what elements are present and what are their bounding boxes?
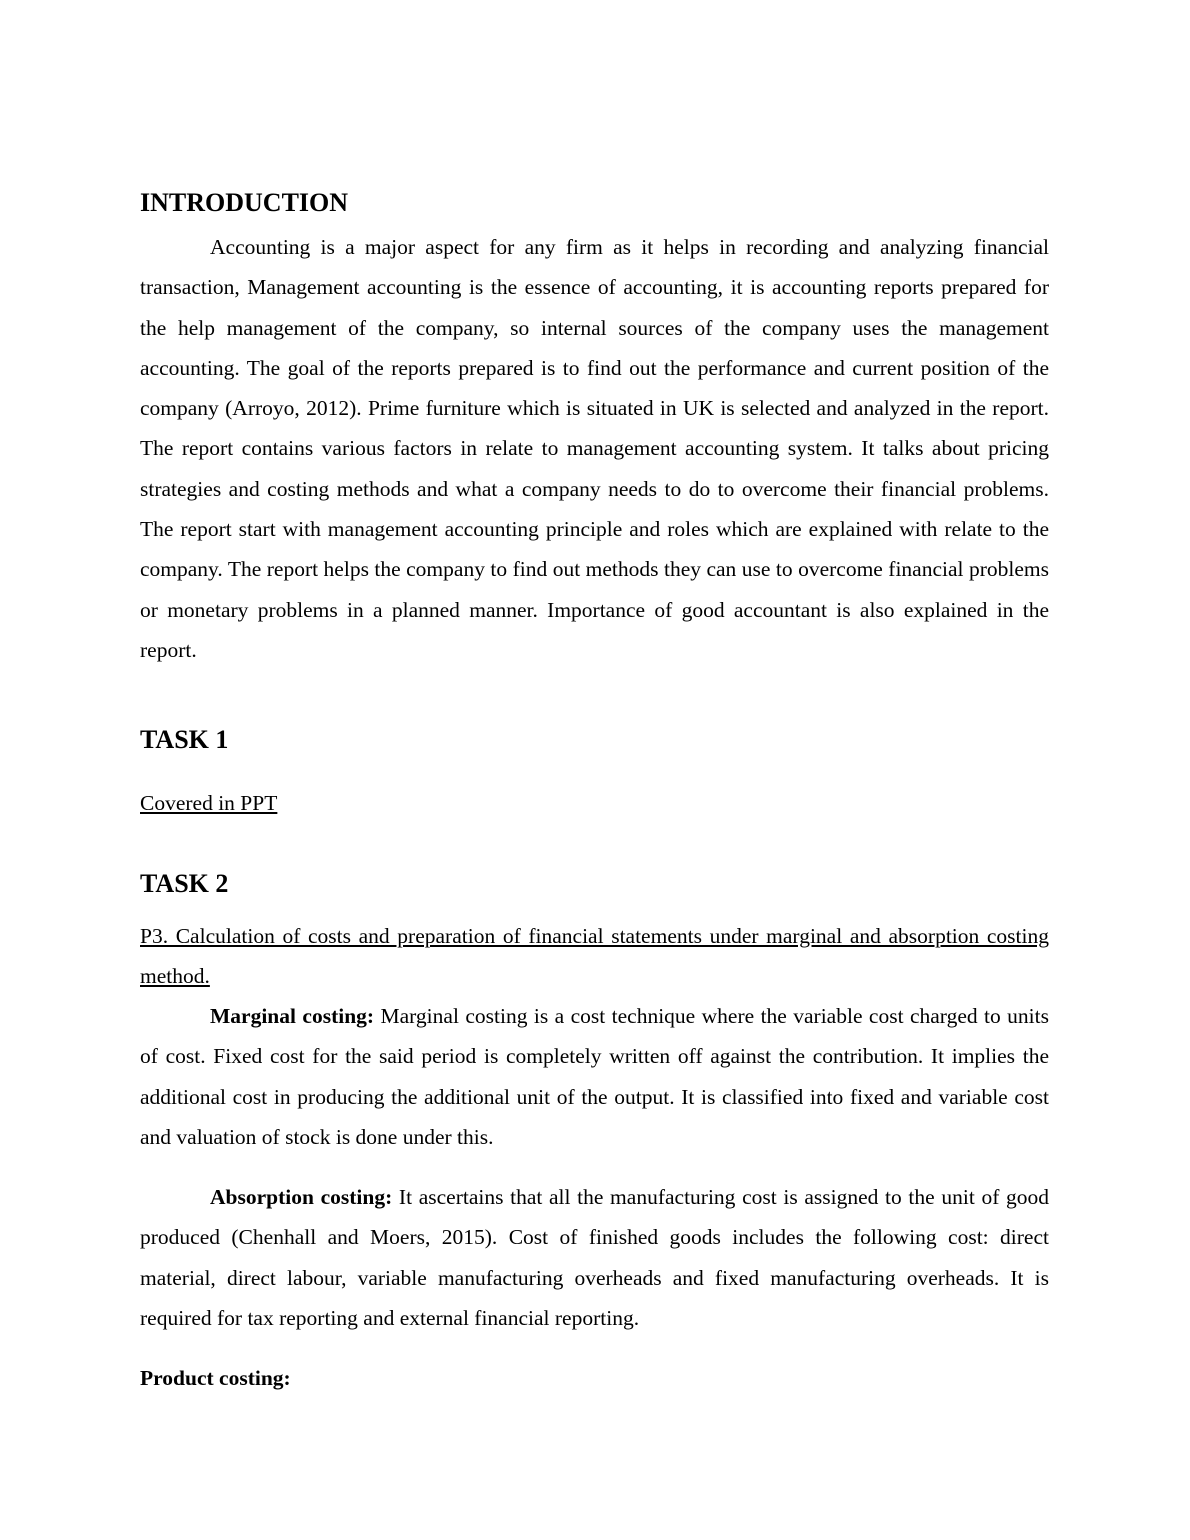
marginal-costing-label: Marginal costing: <box>210 1004 375 1028</box>
introduction-paragraph: Accounting is a major aspect for any firm as it helps in recording and analyzing financial transaction, Management accounting is the essence of accounting, it is accounting reports prepared for the help management of the company, so internal sources of the company uses the management accounting. The goal of the reports prepared is to find out the performance and current position of the company (Arroyo, 2012). Prime furniture which is situated in UK is selected and analyzed in the report. The report contains various factors in relate to management accounting system. It talks about pricing strategies and costing methods and what a company needs to do to overcome their financial problems. The report start with management accounting principle and roles which are explained with relate to the company. The report helps the company to find out methods they can use to overcome financial problems or monetary problems in a planned manner. Importance of good accountant is also explained in the report. <box>140 235 1049 662</box>
marginal-costing-text: Marginal costing is a cost technique where the variable cost charged to units of cost. Fixed cost for the said period is completely written off against the contribution. It implies the additional cost in producing the additional unit of the output. It is classified into fixed and variable cost and valuation of stock is done under this. <box>140 1004 1049 1149</box>
task1-heading: TASK 1 <box>140 725 229 754</box>
introduction-heading: INTRODUCTION <box>140 188 349 217</box>
task2-heading: TASK 2 <box>140 869 229 898</box>
marginal-costing-paragraph <box>140 996 1049 1157</box>
task1-note: Covered in PPT <box>140 791 278 815</box>
task2-subtitle: P3. Calculation of costs and preparation of financial statements under marginal and absorption costing method. <box>140 924 1049 989</box>
product-costing-heading: Product costing: <box>140 1366 291 1390</box>
absorption-costing-label: Absorption costing: <box>210 1185 393 1209</box>
absorption-costing-paragraph <box>140 1177 1049 1338</box>
absorption-costing-text: It ascertains that all the manufacturing cost is assigned to the unit of good produced (Chenhall and Moers, 2015). Cost of finished goods includes the following cost: direct material, direct labour, variable manufacturing overheads and fixed manufacturing overheads. It is required for tax reporting and external financial reporting. <box>140 1185 1049 1330</box>
